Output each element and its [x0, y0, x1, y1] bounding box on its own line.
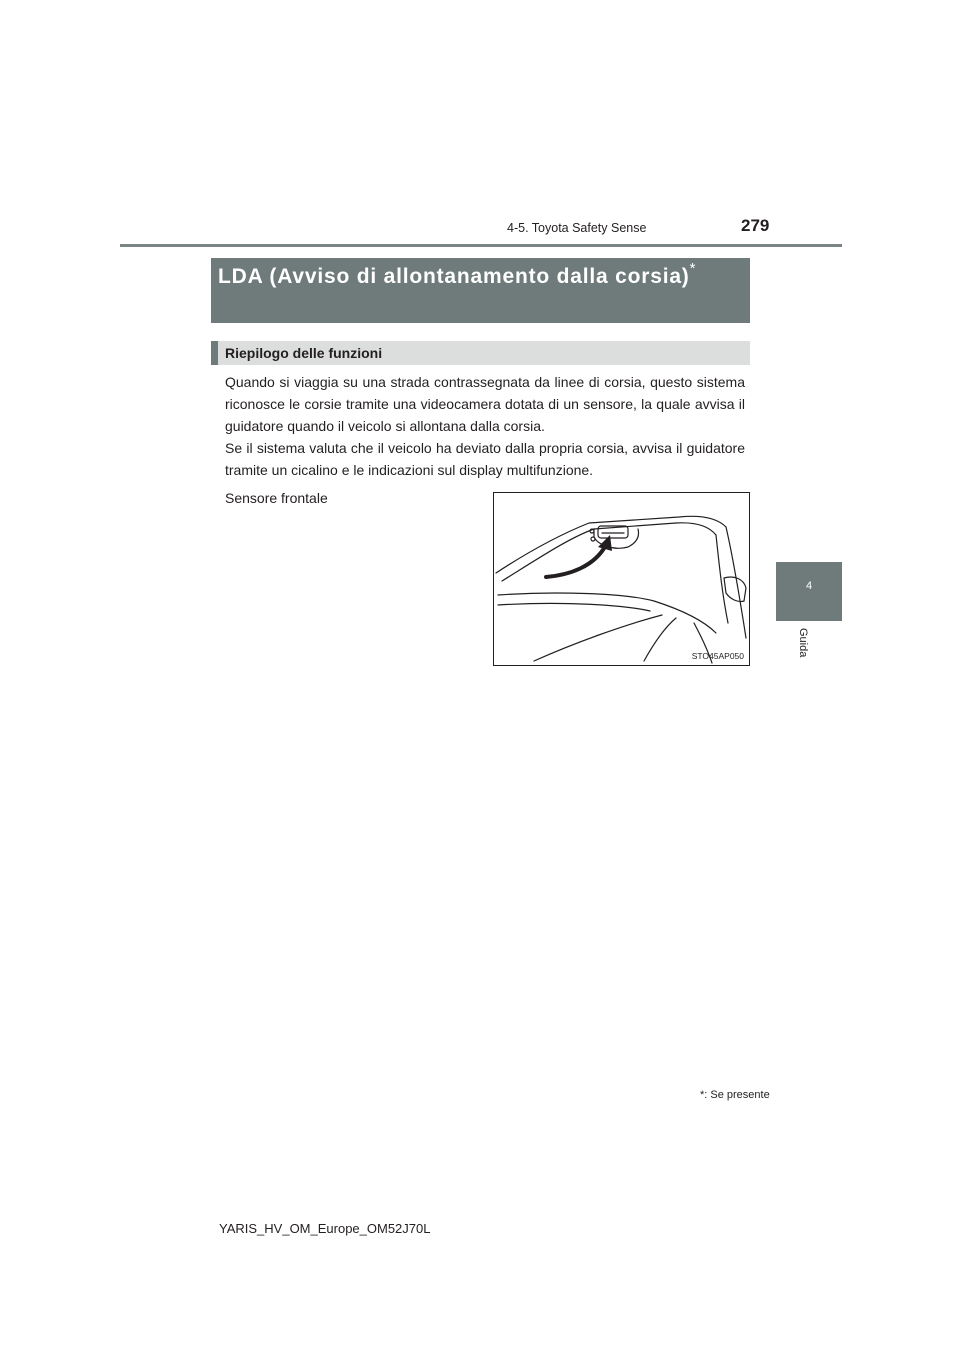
- chapter-number: 4: [805, 580, 813, 592]
- title-footnote-marker: *: [689, 260, 696, 277]
- section-title: LDA (Avviso di allontanamento dalla corsia): [218, 265, 690, 288]
- subheading-text: Riepilogo delle funzioni: [225, 345, 383, 361]
- footnote: [700, 1089, 770, 1101]
- footnote-text: : Se presente: [704, 1089, 770, 1101]
- footnote-marker: *: [700, 1089, 705, 1101]
- subheading-bar: [211, 341, 750, 365]
- sensor-illustration: [493, 492, 750, 666]
- document-footer: YARIS_HV_OM_Europe_OM52J70L: [219, 1221, 431, 1236]
- page-number: 279: [741, 216, 770, 235]
- header-section-title: 4-5. Toyota Safety Sense: [507, 221, 647, 235]
- paragraph-intro: Quando si viaggia su una strada contrassegnata da linee di corsia, questo sistema riconosce le corsie tramite una videocamera dotata di un sensore, la quale avvisa il guidatore quando il veicolo si allontana dalla corsia.: [225, 374, 745, 434]
- section-title-box: [211, 258, 750, 323]
- chapter-label: Guida: [797, 628, 809, 658]
- paragraph-sensor-label: Sensore frontale: [225, 490, 328, 506]
- chapter-tab: [776, 562, 842, 621]
- figure-code: STO45AP050: [691, 651, 744, 661]
- header-rule: [120, 244, 842, 247]
- paragraph-warning: Se il sistema valuta che il veicolo ha deviato dalla propria corsia, avvisa il guidatore tramite un cicalino e le indicazioni sul display multifunzione.: [225, 440, 745, 478]
- windshield-camera-drawing: [494, 493, 749, 665]
- subheading-accent: [211, 341, 218, 365]
